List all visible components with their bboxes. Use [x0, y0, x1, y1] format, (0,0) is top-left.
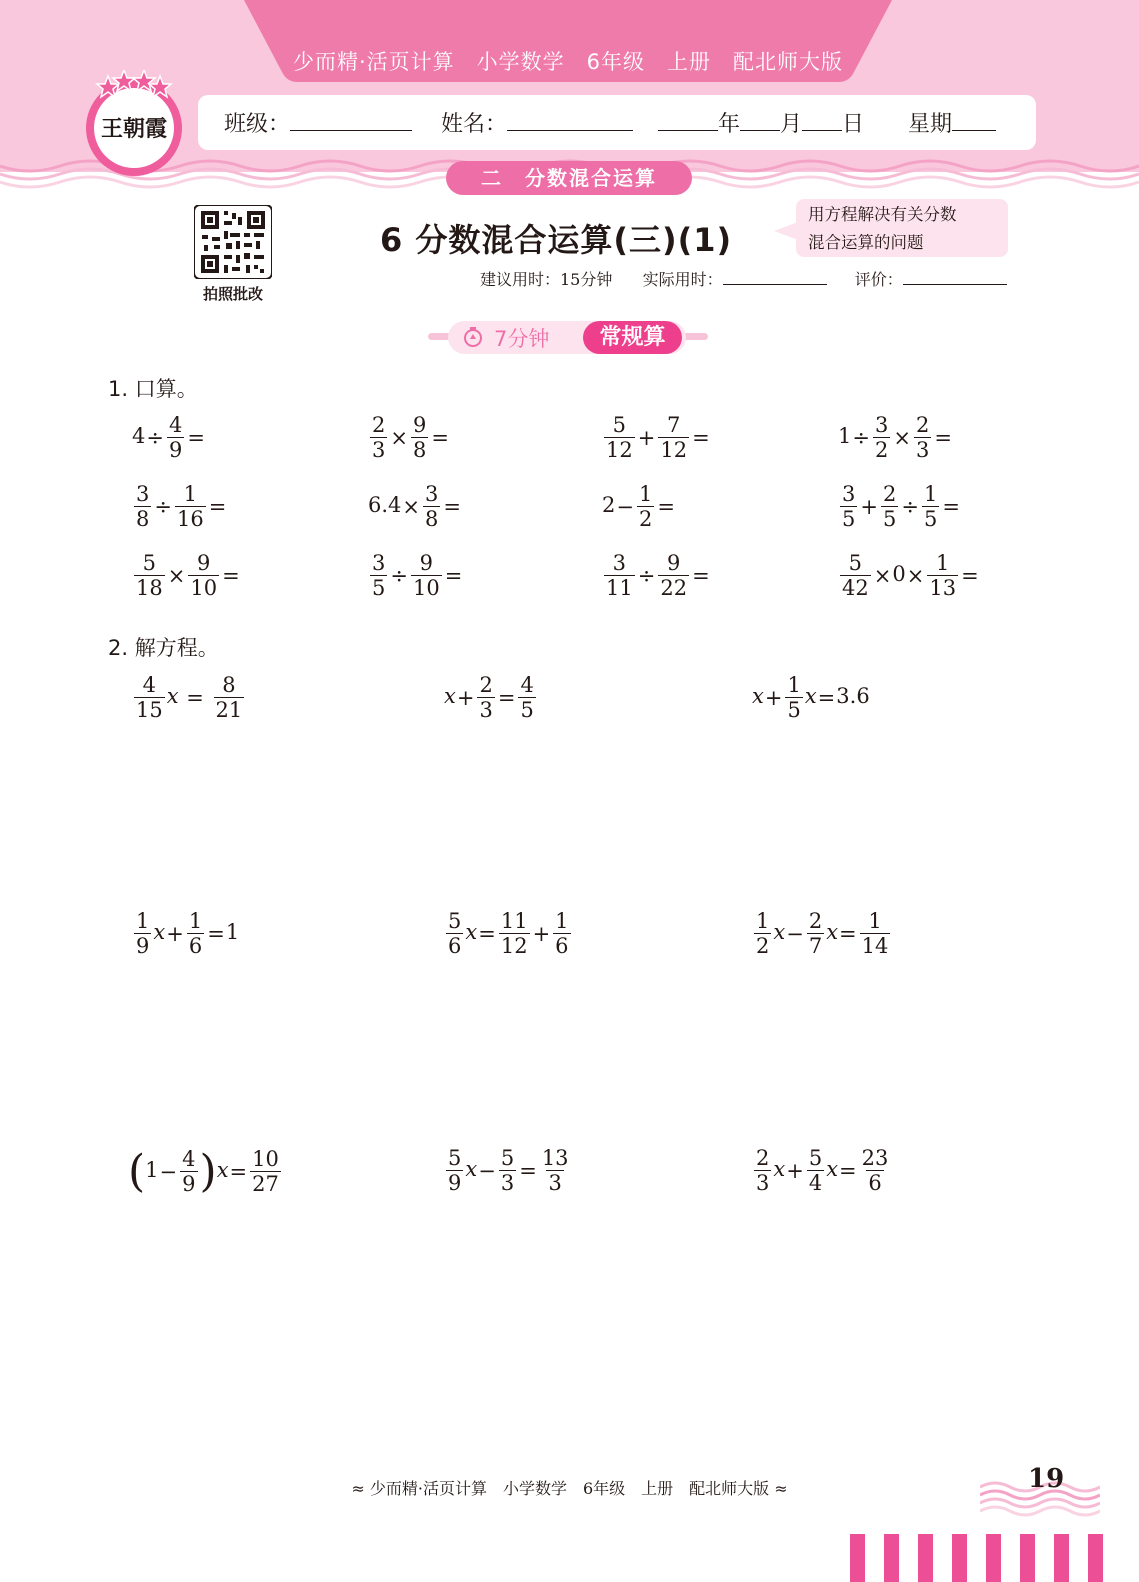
equation-5[interactable]: $\frac{5}{6}$ x= $\frac{11}{12}$ + $\frac{1}{6}$ [448, 909, 569, 958]
edge-stripe [1088, 1534, 1103, 1582]
name-label: 姓名： [441, 112, 508, 137]
oral-problem-2[interactable]: $\frac{2}{3}$ × $\frac{9}{8}$ = [372, 413, 449, 462]
actual-time-label: 实际用时： [642, 270, 723, 289]
timer-category: 常规算 [583, 321, 682, 354]
edge-stripe [1020, 1534, 1035, 1582]
class-field[interactable] [224, 107, 412, 138]
section-2-title: 2. 解方程。 [108, 636, 219, 660]
equation-7[interactable]: (1− $\frac{4}{9}$ )x= $\frac{10}{27}$ [128, 1146, 279, 1197]
oral-problem-10[interactable]: $\frac{3}{5}$ ÷ $\frac{9}{10}$ = [372, 551, 463, 600]
edge-stripe [850, 1534, 865, 1582]
lesson-objective [796, 199, 1008, 257]
day-label: 日 [842, 112, 865, 137]
weekday-blank[interactable] [952, 108, 996, 131]
timer-duration: 7分钟 [494, 327, 550, 351]
series-title: 少而精·活页计算 小学数学 6年级 上册 配北师大版 [292, 50, 844, 74]
qr-code-icon[interactable] [194, 205, 272, 279]
footer-series: ≈ 少而精·活页计算 小学数学 6年级 上册 配北师大版 ≈ [351, 1479, 788, 1498]
oral-problem-6[interactable]: 6.4× $\frac{3}{8}$ = [368, 482, 461, 531]
objective-line-2: 混合运算的问题 [808, 233, 924, 252]
oral-problem-11[interactable]: $\frac{3}{11}$ ÷ $\frac{9}{22}$ = [606, 551, 710, 600]
stopwatch-icon [462, 326, 484, 348]
class-label: 班级： [224, 112, 291, 137]
objective-line-1: 用方程解决有关分数 [808, 205, 957, 224]
time-row [480, 266, 1007, 290]
evaluation-blank[interactable] [903, 266, 1007, 285]
edge-stripe [1054, 1534, 1069, 1582]
month-blank[interactable] [740, 108, 780, 131]
logo-seal-icon [80, 70, 188, 178]
oral-problem-9[interactable]: $\frac{5}{18}$ × $\frac{9}{10}$ = [136, 551, 240, 600]
weekday-label: 星期 [908, 112, 953, 137]
month-label: 月 [780, 112, 803, 137]
equation-1[interactable]: $\frac{4}{15}$ x = $\frac{8}{21}$ [136, 673, 243, 722]
evaluation-label: 评价： [854, 270, 903, 289]
lesson-title: 6 分数混合运算(三)(1) [380, 221, 733, 259]
name-field[interactable] [441, 107, 633, 138]
date-field[interactable] [658, 107, 864, 138]
equation-9[interactable]: $\frac{2}{3}$ x+ $\frac{5}{4}$ x= $\frac{23}{6}$ [756, 1146, 889, 1195]
oral-problem-7[interactable]: 2− $\frac{1}{2}$ = [602, 482, 675, 531]
edge-stripe [986, 1534, 1001, 1582]
section-1-title: 1. 口算。 [108, 377, 198, 401]
equation-4[interactable]: $\frac{1}{9}$ x+ $\frac{1}{6}$ =1 [136, 909, 240, 958]
oral-problem-12[interactable]: $\frac{5}{42}$ ×0× $\frac{1}{13}$ = [842, 551, 979, 600]
day-blank[interactable] [802, 108, 842, 131]
equation-2[interactable]: x+ $\frac{2}{3}$ = $\frac{4}{5}$ [444, 673, 534, 722]
name-blank[interactable] [507, 108, 633, 131]
objective-pointer [774, 222, 798, 240]
chapter-title: 二 分数混合运算 [446, 161, 692, 195]
edge-stripe [884, 1534, 899, 1582]
actual-time-blank[interactable] [723, 266, 827, 285]
class-blank[interactable] [290, 108, 412, 131]
oral-problem-5[interactable]: $\frac{3}{8}$ ÷ $\frac{1}{16}$ = [136, 482, 227, 531]
brand-logo [80, 70, 188, 178]
oral-problem-4[interactable]: 1÷ $\frac{3}{2}$ × $\frac{2}{3}$ = [838, 413, 952, 462]
year-label: 年 [718, 112, 741, 137]
edge-stripe [918, 1534, 933, 1582]
suggested-time: 建议用时：15分钟 [480, 270, 613, 289]
year-blank[interactable] [658, 108, 718, 131]
oral-problem-8[interactable]: $\frac{3}{5}$ + $\frac{2}{5}$ ÷ $\frac{1}{5}$ = [842, 482, 960, 531]
oral-problem-1[interactable]: 4÷ $\frac{4}{9}$ = [132, 413, 205, 462]
equation-8[interactable]: $\frac{5}{9}$ x− $\frac{5}{3}$ = $\frac{13}{3}$ [448, 1146, 569, 1195]
logo-text: 王朝霞 [100, 116, 168, 142]
edge-stripe [952, 1534, 967, 1582]
page-number: 19 [1028, 1464, 1065, 1494]
equation-3[interactable]: x+ $\frac{1}{5}$ x=3.6 [752, 673, 870, 722]
weekday-field[interactable] [908, 107, 996, 138]
qr-label: 拍照批改 [202, 285, 263, 303]
oral-problem-3[interactable]: $\frac{5}{12}$ + $\frac{7}{12}$ = [606, 413, 710, 462]
equation-6[interactable]: $\frac{1}{2}$ x− $\frac{2}{7}$ x= $\frac{1}{14}$ [756, 909, 889, 958]
